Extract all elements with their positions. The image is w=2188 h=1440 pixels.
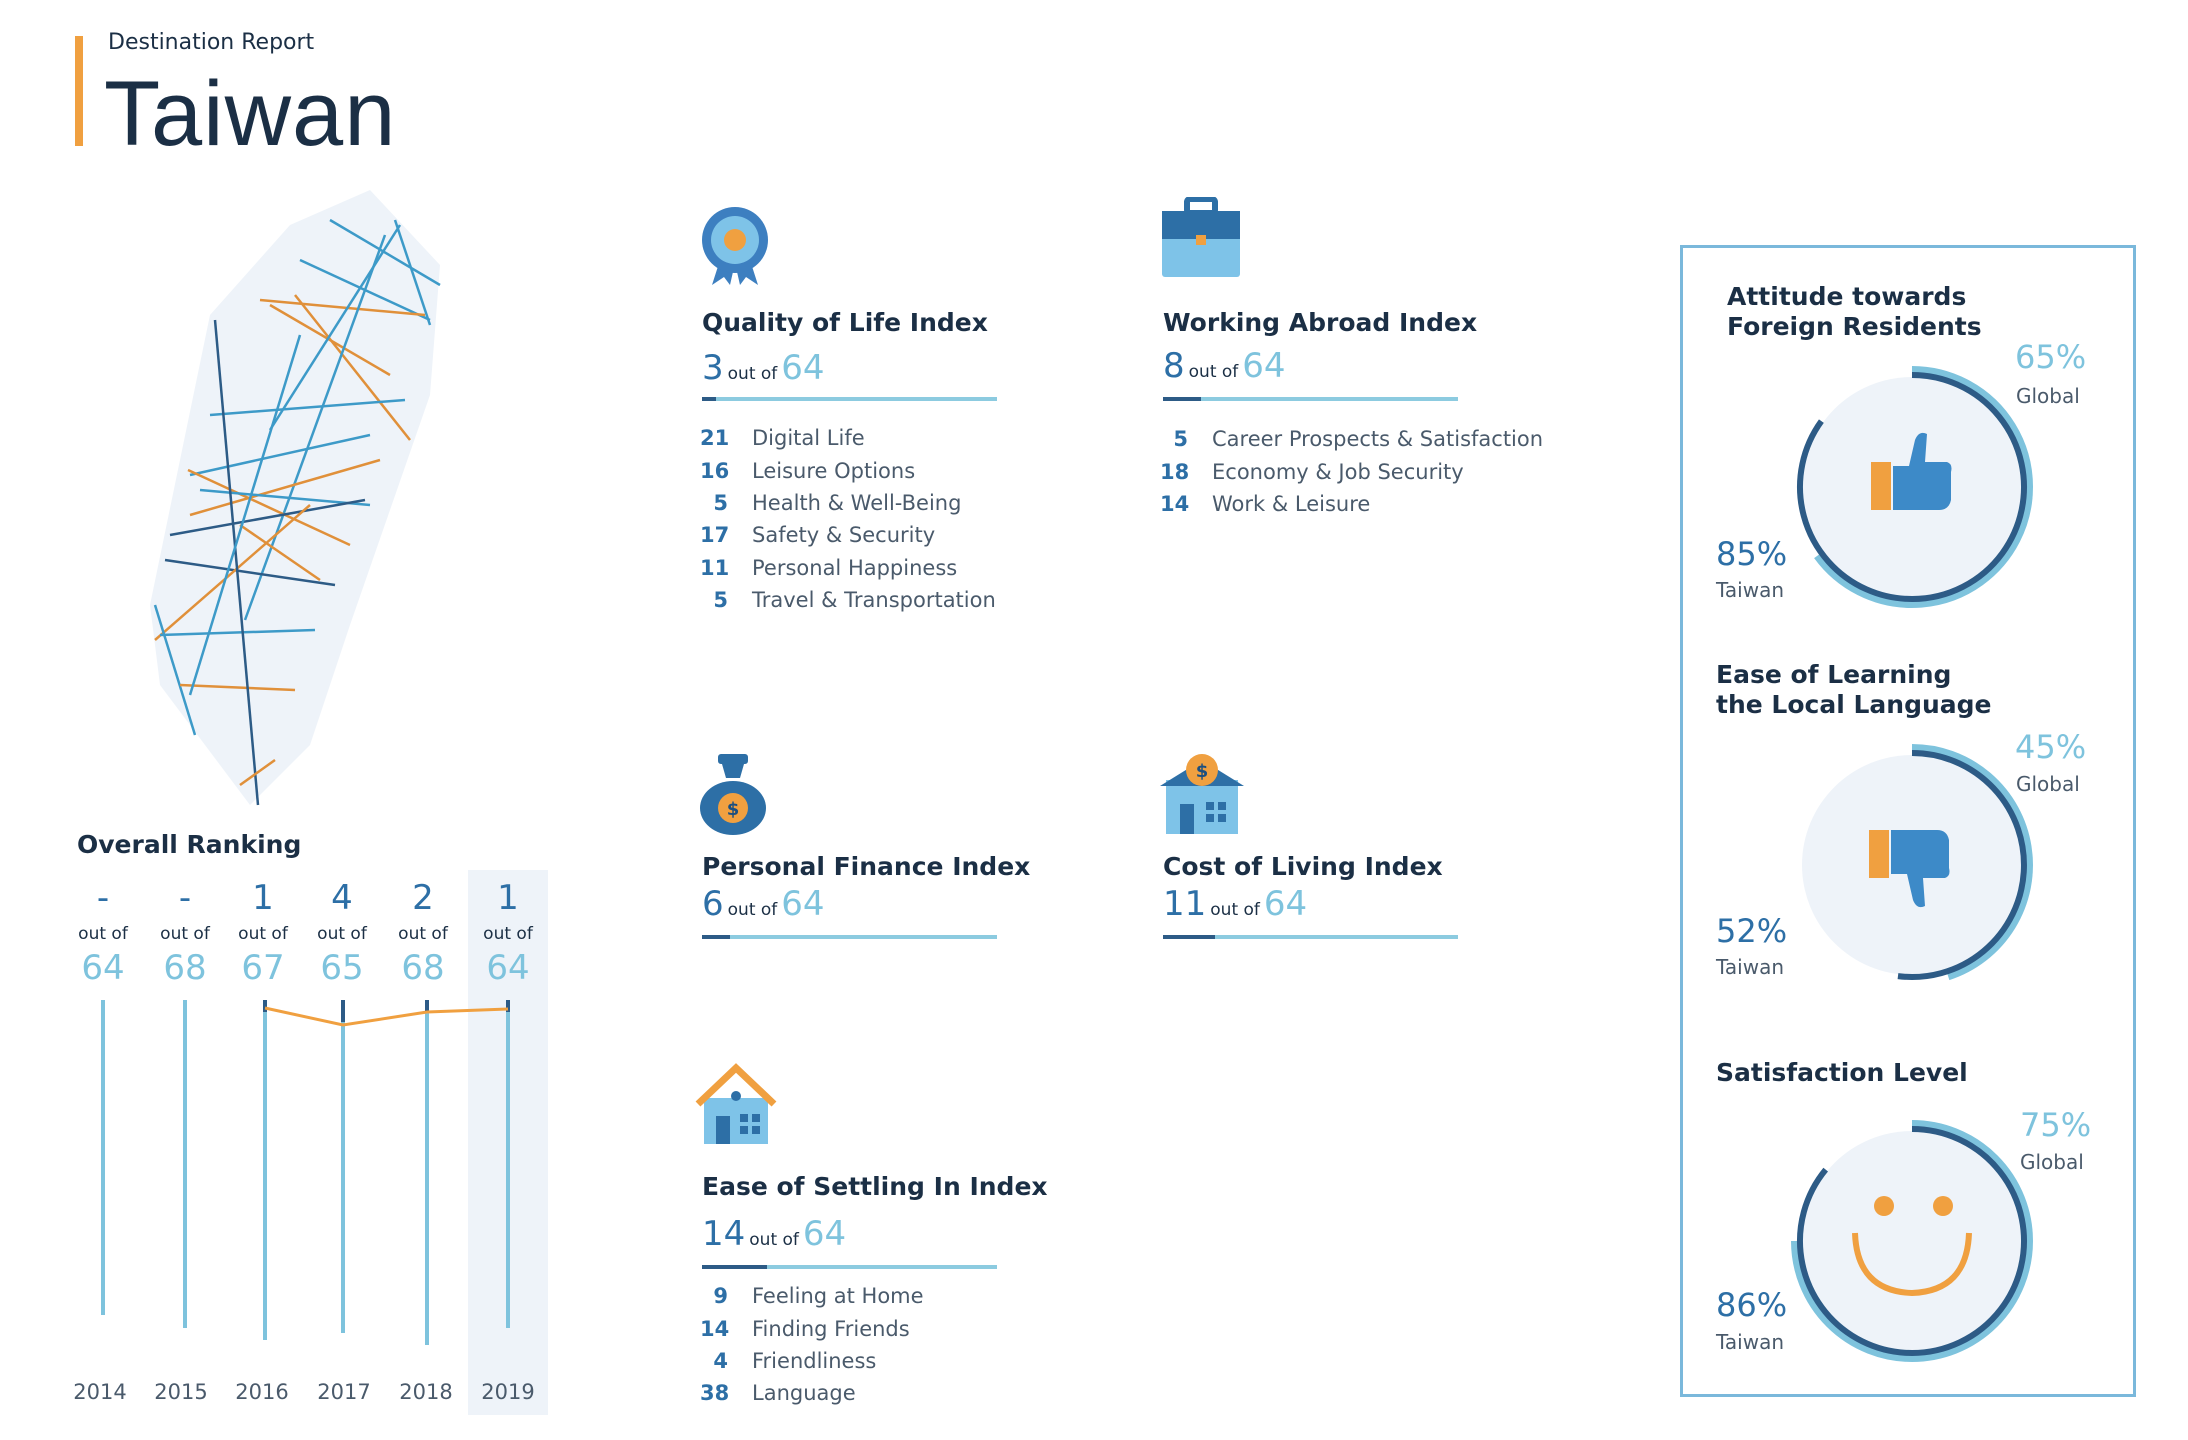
satisfaction-global-label: Global <box>2020 1150 2084 1174</box>
subindex-rank: 16 <box>700 458 730 483</box>
score-rank: 14 <box>702 1214 746 1254</box>
rank-total: 65 <box>320 948 364 988</box>
language-taiwan-pct: 52% <box>1716 912 1788 950</box>
ease-of-settling-bar <box>702 1265 997 1269</box>
year-2019: 2019 <box>481 1380 535 1404</box>
overall-ranking-label: Overall Ranking <box>77 830 302 859</box>
cost-of-living-score <box>1163 884 1307 924</box>
score-total: 64 <box>781 884 825 924</box>
attitude-taiwan-pct: 85% <box>1716 535 1788 573</box>
score-total: 64 <box>802 1214 847 1254</box>
list-item <box>700 487 996 519</box>
rank-value: 1 <box>497 878 519 918</box>
attitude-global-label: Global <box>2016 384 2080 408</box>
subindex-rank: 38 <box>700 1381 730 1406</box>
report-subtitle: Destination Report <box>108 30 315 55</box>
subindex-label: Finding Friends <box>752 1316 910 1341</box>
award-badge-icon <box>700 205 770 287</box>
working-abroad-score <box>1163 346 1286 386</box>
score-rank: 8 <box>1163 346 1185 386</box>
working-abroad-bar <box>1163 397 1458 401</box>
attitude-taiwan-label: Taiwan <box>1716 578 1785 602</box>
ease-of-settling-subindices <box>700 1280 924 1410</box>
rank-column-2015 <box>145 878 225 988</box>
satisfaction-taiwan-pct: 86% <box>1716 1286 1788 1324</box>
satisfaction-title: Satisfaction Level <box>1716 1058 1968 1087</box>
subindex-rank: 4 <box>713 1348 728 1373</box>
attitude-gauge <box>1787 362 2037 612</box>
year-2015: 2015 <box>154 1380 208 1404</box>
list-item <box>1160 423 1543 455</box>
out-of-label: out of <box>317 924 367 944</box>
language-gauge <box>1787 740 2037 990</box>
ranking-chart <box>0 990 560 1350</box>
attitude-title-line2: Foreign Residents <box>1727 312 1982 341</box>
list-item <box>700 1377 924 1409</box>
subindex-rank: 5 <box>713 490 728 515</box>
house-price-icon <box>1158 752 1246 834</box>
ranking-trend-line <box>265 1008 508 1025</box>
quality-of-life-subindices <box>700 422 996 616</box>
rank-value: - <box>178 878 192 918</box>
subindex-label: Personal Happiness <box>752 555 958 580</box>
score-rank: 3 <box>702 348 724 388</box>
year-2014: 2014 <box>73 1380 127 1404</box>
subindex-label: Travel & Transportation <box>752 588 996 613</box>
subindex-rank: 5 <box>713 588 728 613</box>
subindex-label: Safety & Security <box>752 523 936 548</box>
score-rank: 11 <box>1163 884 1207 924</box>
list-item <box>700 584 996 616</box>
working-abroad-title: Working Abroad Index <box>1163 308 1478 337</box>
satisfaction-gauge <box>1787 1116 2037 1366</box>
satisfaction-taiwan-label: Taiwan <box>1716 1330 1785 1354</box>
out-of-label: out of <box>727 364 778 384</box>
home-icon <box>694 1062 778 1146</box>
score-total: 64 <box>1263 884 1308 924</box>
attitude-title-line1: Attitude towards <box>1727 282 1967 311</box>
subindex-label: Work & Leisure <box>1212 491 1371 516</box>
list-item <box>700 454 996 486</box>
quality-of-life-title: Quality of Life Index <box>702 308 988 337</box>
list-item <box>700 552 996 584</box>
subindex-rank: 17 <box>700 523 730 548</box>
score-rank: 6 <box>702 884 724 924</box>
out-of-label: out of <box>398 924 448 944</box>
list-item <box>700 1312 924 1344</box>
list-item <box>700 1280 924 1312</box>
language-global-label: Global <box>2016 772 2080 796</box>
personal-finance-bar <box>702 935 997 939</box>
subindex-label: Economy & Job Security <box>1212 459 1464 484</box>
subindex-rank: 5 <box>1173 427 1188 452</box>
rank-column-2019 <box>468 878 548 988</box>
language-taiwan-label: Taiwan <box>1716 955 1785 979</box>
subindex-rank: 14 <box>1160 491 1190 516</box>
subindex-rank: 14 <box>700 1316 730 1341</box>
subindex-label: Health & Well-Being <box>752 490 962 515</box>
page-title: Taiwan <box>104 63 397 165</box>
year-2018: 2018 <box>399 1380 453 1404</box>
score-total: 64 <box>1242 346 1286 386</box>
language-title <box>1716 660 1992 720</box>
attitude-global-pct: 65% <box>2015 338 2087 376</box>
personal-finance-title: Personal Finance Index <box>702 852 1031 881</box>
rank-total: 64 <box>486 948 530 988</box>
svg-text:$: $ <box>726 799 740 820</box>
cost-of-living-bar <box>1163 935 1458 939</box>
taiwan-map-graphic <box>130 185 460 815</box>
subindex-label: Leisure Options <box>752 458 916 483</box>
satisfaction-global-pct: 75% <box>2020 1106 2092 1144</box>
rank-value: 4 <box>331 878 353 918</box>
out-of-label: out of <box>727 900 778 920</box>
out-of-label: out of <box>483 924 533 944</box>
rank-total: 68 <box>163 948 207 988</box>
rank-value: 2 <box>412 878 434 918</box>
subindex-label: Friendliness <box>752 1348 877 1373</box>
cost-of-living-title: Cost of Living Index <box>1163 852 1443 881</box>
list-item <box>700 1345 924 1377</box>
language-title-line1: Ease of Learning <box>1716 660 1952 689</box>
svg-text:$: $ <box>1195 761 1209 782</box>
subindex-label: Career Prospects & Satisfaction <box>1212 427 1544 452</box>
subindex-label: Feeling at Home <box>752 1284 924 1309</box>
money-bag-icon <box>698 752 768 836</box>
list-item <box>700 519 996 551</box>
accent-bar <box>75 36 83 146</box>
out-of-label: out of <box>238 924 288 944</box>
briefcase-icon <box>1160 197 1242 279</box>
language-title-line2: the Local Language <box>1716 690 1992 719</box>
language-global-pct: 45% <box>2015 728 2087 766</box>
rank-column-2014 <box>63 878 143 988</box>
out-of-label: out of <box>749 1230 799 1250</box>
rank-column-2017 <box>302 878 382 988</box>
score-total: 64 <box>781 348 825 388</box>
rank-total: 67 <box>241 948 285 988</box>
rank-value: - <box>96 878 110 918</box>
out-of-label: out of <box>1188 362 1239 382</box>
personal-finance-score <box>702 884 825 924</box>
out-of-label: out of <box>78 924 128 944</box>
working-abroad-subindices <box>1160 423 1543 520</box>
subindex-rank: 21 <box>700 426 730 451</box>
subindex-label: Language <box>752 1381 856 1406</box>
year-2017: 2017 <box>317 1380 371 1404</box>
out-of-label: out of <box>1210 900 1260 920</box>
subindex-label: Digital Life <box>752 426 865 451</box>
rank-value: 1 <box>252 878 274 918</box>
year-2016: 2016 <box>235 1380 289 1404</box>
rank-column-2018 <box>383 878 463 988</box>
subindex-rank: 18 <box>1160 459 1190 484</box>
list-item <box>1160 488 1543 520</box>
rank-column-2016 <box>223 878 303 988</box>
attitude-title <box>1727 282 1982 342</box>
quality-of-life-score <box>702 348 825 388</box>
quality-of-life-bar <box>702 397 997 401</box>
ease-of-settling-title: Ease of Settling In Index <box>702 1172 1048 1201</box>
subindex-rank: 11 <box>700 555 730 580</box>
list-item <box>1160 455 1543 487</box>
ease-of-settling-score <box>702 1214 846 1254</box>
subindex-rank: 9 <box>713 1284 728 1309</box>
rank-total: 64 <box>81 948 125 988</box>
list-item <box>700 422 996 454</box>
rank-total: 68 <box>401 948 445 988</box>
out-of-label: out of <box>160 924 210 944</box>
